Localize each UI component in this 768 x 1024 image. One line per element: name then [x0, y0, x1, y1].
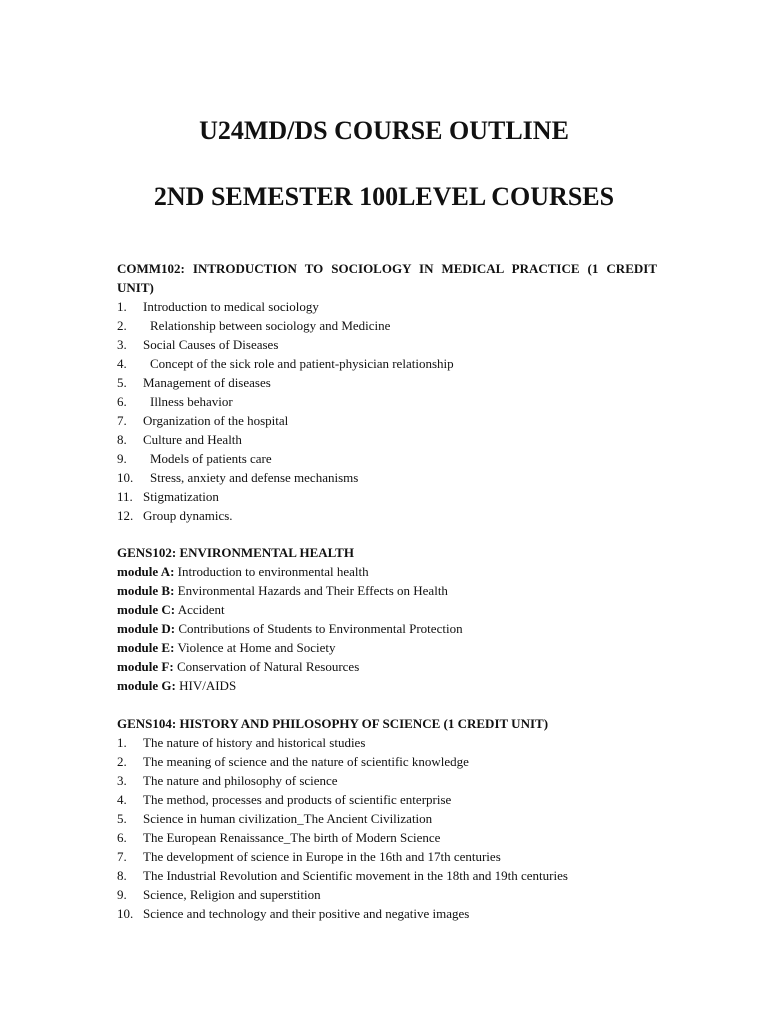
list-item [117, 373, 657, 392]
list-item [117, 316, 657, 335]
item-number: 12. [117, 508, 134, 523]
item-text: Introduction to medical sociology [143, 299, 319, 314]
module-text: Accident [177, 602, 225, 617]
module-text: Environmental Hazards and Their Effects on Health [177, 583, 448, 598]
module-item [117, 657, 657, 676]
item-text: The Industrial Revolution and Scientific movement in the 18th and 19th centuries [143, 868, 568, 883]
item-text: Organization of the hospital [143, 413, 289, 428]
item-number: 10. [117, 906, 134, 921]
topic-list [117, 297, 657, 525]
section-gens104 [117, 714, 657, 923]
item-text: The nature of history and historical studies [143, 735, 366, 750]
module-item [117, 619, 657, 638]
module-label: module D: [117, 621, 176, 636]
item-text: The development of science in Europe in the 16th and 17th centuries [143, 849, 501, 864]
module-item [117, 581, 657, 600]
module-item [117, 676, 657, 695]
item-number: 6. [117, 830, 127, 845]
list-item [117, 809, 657, 828]
module-text: Contributions of Students to Environmental Protection [178, 621, 463, 636]
list-item [117, 904, 657, 923]
module-item [117, 600, 657, 619]
item-text: Stigmatization [143, 489, 219, 504]
item-number: 1. [117, 735, 127, 750]
item-text: Culture and Health [143, 432, 242, 447]
section-heading: COMM102: INTRODUCTION TO SOCIOLOGY IN MEDICAL PRACTICE (1 CREDIT UNIT) [117, 261, 657, 295]
item-text: Science in human civilization_The Ancient Civilization [143, 811, 433, 826]
item-number: 7. [117, 413, 127, 428]
item-number: 3. [117, 337, 127, 352]
module-text: Violence at Home and Society [177, 640, 336, 655]
list-item [117, 771, 657, 790]
item-text: Illness behavior [150, 394, 233, 409]
section-heading: GENS102: ENVIRONMENTAL HEALTH [117, 545, 354, 560]
page-title: U24MD/DS COURSE OUTLINE [199, 116, 569, 145]
item-number: 2. [117, 754, 127, 769]
item-text: Concept of the sick role and patient-physician relationship [150, 356, 454, 371]
item-text: The European Renaissance_The birth of Modern Science [143, 830, 441, 845]
item-text: Management of diseases [143, 375, 271, 390]
item-number: 3. [117, 773, 127, 788]
item-number: 7. [117, 849, 127, 864]
item-number: 4. [117, 356, 127, 371]
list-item [117, 885, 657, 904]
module-label: module C: [117, 602, 176, 617]
item-number: 5. [117, 375, 127, 390]
list-item [117, 468, 657, 487]
module-label: module E: [117, 640, 175, 655]
section-gens102 [117, 543, 657, 695]
item-number: 1. [117, 299, 127, 314]
list-item [117, 733, 657, 752]
module-text: Conservation of Natural Resources [176, 659, 360, 674]
item-text: The nature and philosophy of science [143, 773, 338, 788]
item-number: 9. [117, 887, 127, 902]
module-text: HIV/AIDS [179, 678, 237, 693]
item-number: 2. [117, 318, 127, 333]
item-number: 11. [117, 489, 133, 504]
module-text: Introduction to environmental health [177, 564, 369, 579]
item-number: 4. [117, 792, 127, 807]
list-item [117, 487, 657, 506]
item-text: Models of patients care [150, 451, 272, 466]
item-text: The meaning of science and the nature of scientific knowledge [143, 754, 469, 769]
page-subtitle: 2ND SEMESTER 100LEVEL COURSES [153, 182, 615, 211]
topic-list [117, 733, 657, 923]
item-text: Stress, anxiety and defense mechanisms [150, 470, 359, 485]
list-item [117, 430, 657, 449]
module-label: module A: [117, 564, 175, 579]
list-item [117, 828, 657, 847]
section-heading: GENS104: HISTORY AND PHILOSOPHY OF SCIENCE (1 CREDIT UNIT) [117, 716, 549, 731]
list-item [117, 752, 657, 771]
item-number: 8. [117, 432, 127, 447]
module-label: module G: [117, 678, 176, 693]
list-item [117, 506, 657, 525]
item-number: 9. [117, 451, 127, 466]
item-text: Social Causes of Diseases [143, 337, 279, 352]
item-text: Group dynamics. [143, 508, 233, 523]
item-number: 10. [117, 470, 134, 485]
list-item [117, 847, 657, 866]
item-number: 6. [117, 394, 127, 409]
item-text: Relationship between sociology and Medicine [150, 318, 391, 333]
item-number: 8. [117, 868, 127, 883]
module-item [117, 638, 657, 657]
list-item [117, 297, 657, 316]
list-item [117, 335, 657, 354]
item-text: The method, processes and products of scientific enterprise [143, 792, 452, 807]
item-text: Science and technology and their positive and negative images [143, 906, 470, 921]
list-item [117, 790, 657, 809]
section-comm102 [117, 259, 657, 525]
item-text: Science, Religion and superstition [143, 887, 321, 902]
module-item [117, 562, 657, 581]
list-item [117, 392, 657, 411]
module-label: module F: [117, 659, 174, 674]
list-item [117, 411, 657, 430]
item-number: 5. [117, 811, 127, 826]
list-item [117, 866, 657, 885]
module-label: module B: [117, 583, 175, 598]
list-item [117, 354, 657, 373]
list-item [117, 449, 657, 468]
